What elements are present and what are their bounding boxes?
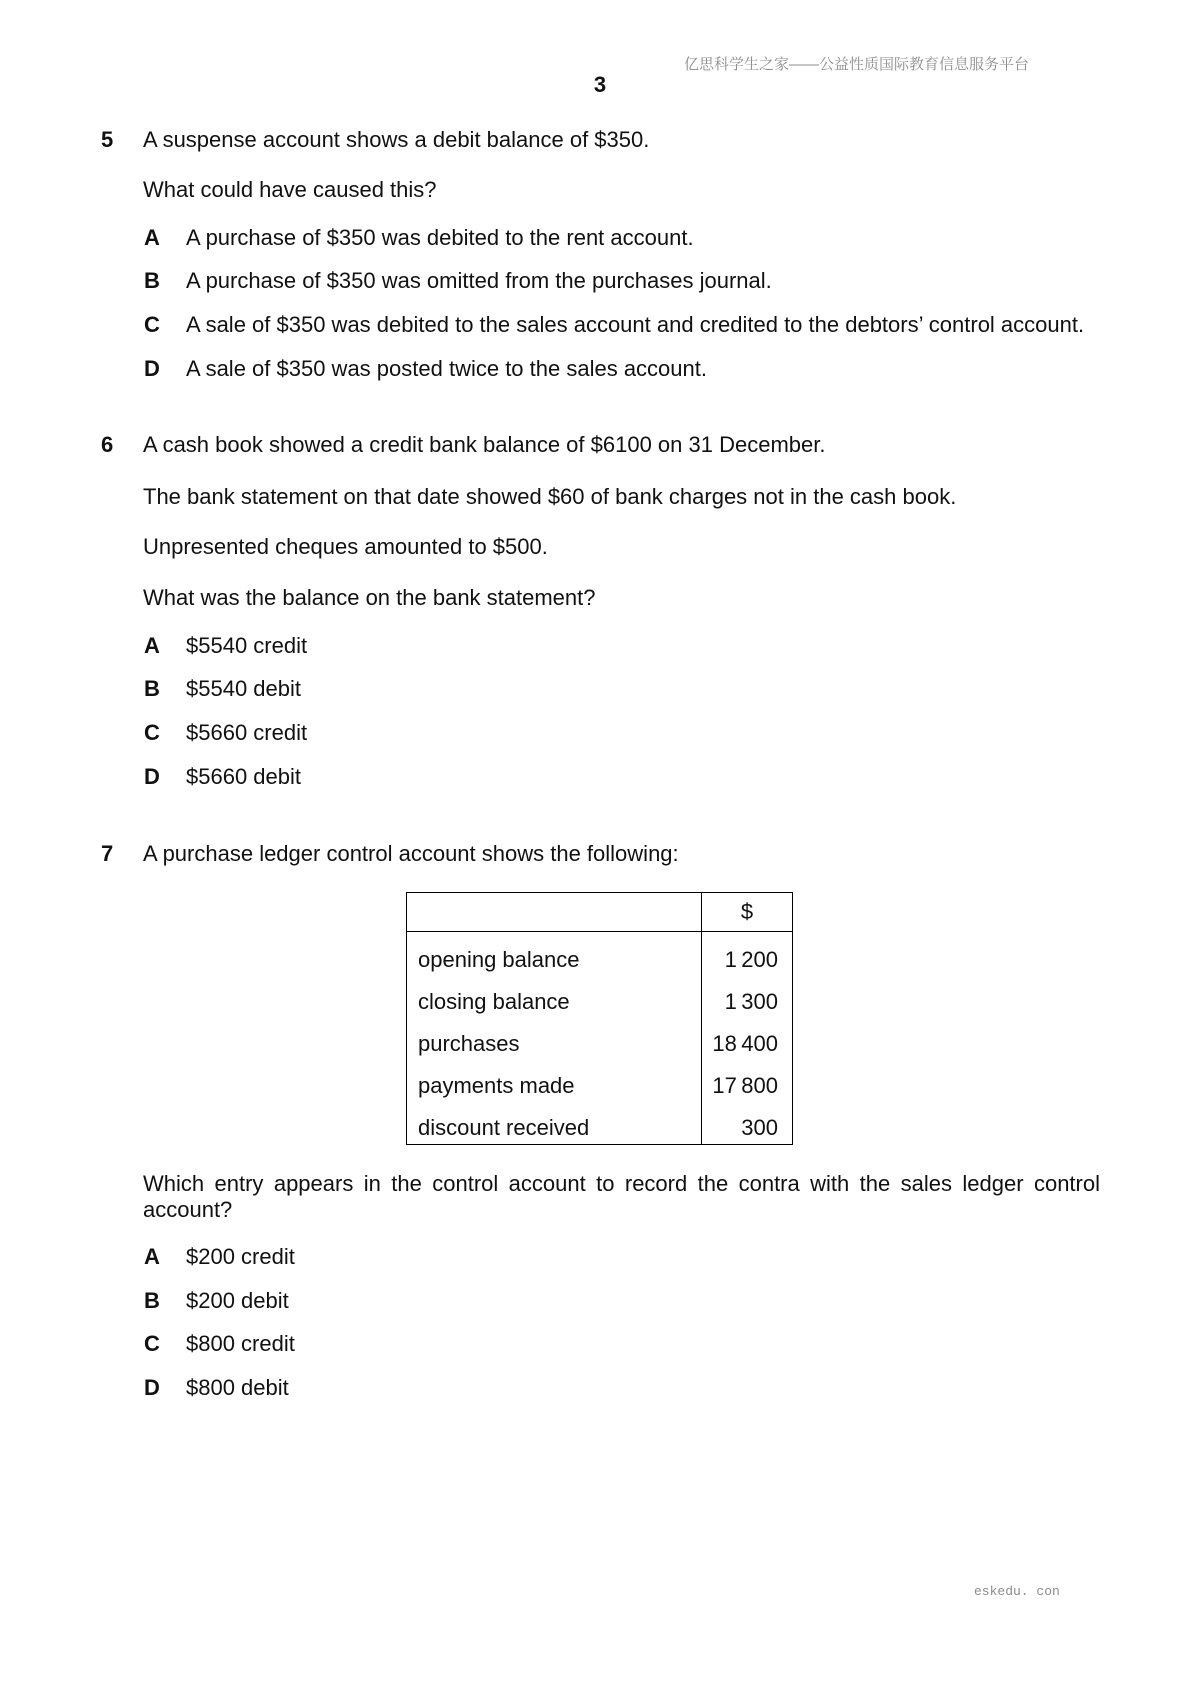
watermark-text: 亿思科学生之家——公益性质国际教育信息服务平台 [684,56,1030,73]
option-letter: C [144,720,160,745]
footer-site-text: eskedu. con [974,1584,1060,1599]
option-text: $5540 credit [186,633,308,658]
option-letter: A [144,633,160,658]
ledger-table [406,892,793,1145]
row-value: 1 200 [724,947,778,972]
option-text: $200 debit [186,1288,289,1313]
row-label: payments made [418,1073,575,1098]
row-label: discount received [418,1115,590,1140]
row-value: 17 800 [712,1073,778,1098]
option-letter: B [144,676,160,701]
question-stem: The bank statement on that date showed $60 of bank charges not in the cash book. [143,484,957,509]
row-label: closing balance [418,989,570,1014]
question-number: 5 [101,127,114,152]
question-stem: A suspense account shows a debit balance of $350. [143,127,650,152]
option-text: A purchase of $350 was debited to the rent account. [186,225,694,250]
option-letter: A [144,225,160,250]
question-prompt: What could have caused this? [143,177,437,202]
page-number: 3 [593,72,607,97]
option-letter: C [144,1331,160,1356]
option-text: $5540 debit [186,676,301,701]
option-letter: D [144,356,160,381]
option-text: $5660 credit [186,720,308,745]
option-letter: B [144,268,160,293]
question-prompt: What was the balance on the bank statement? [143,585,596,610]
row-value: 1 300 [724,989,778,1014]
option-text: $200 credit [186,1244,295,1269]
option-text: A sale of $350 was debited to the sales account and credited to the debtors’ control account. [186,312,1085,337]
question-prompt: Which entry appears in the control account to record the contra with the sales ledger control account? [143,1171,1100,1222]
value-column-header: $ [740,899,754,924]
option-text: A purchase of $350 was omitted from the purchases journal. [186,268,772,293]
option-text: A sale of $350 was posted twice to the sales account. [186,356,707,381]
option-letter: B [144,1288,160,1313]
row-label: purchases [418,1031,520,1056]
option-text: $5660 debit [186,764,301,789]
option-letter: C [144,312,160,337]
question-stem: A cash book showed a credit bank balance of $6100 on 31 December. [143,432,826,457]
question-stem: A purchase ledger control account shows the following: [143,841,679,866]
option-text: $800 debit [186,1375,289,1400]
row-value: 300 [741,1115,778,1140]
option-letter: A [144,1244,160,1269]
option-letter: D [144,764,160,789]
question-stem: Unpresented cheques amounted to $500. [143,534,548,559]
option-text: $800 credit [186,1331,295,1356]
option-letter: D [144,1375,160,1400]
header-divider [407,931,792,932]
question-number: 6 [101,432,114,457]
row-label: opening balance [418,947,580,972]
row-value: 18 400 [712,1031,778,1056]
question-number: 7 [101,841,114,866]
